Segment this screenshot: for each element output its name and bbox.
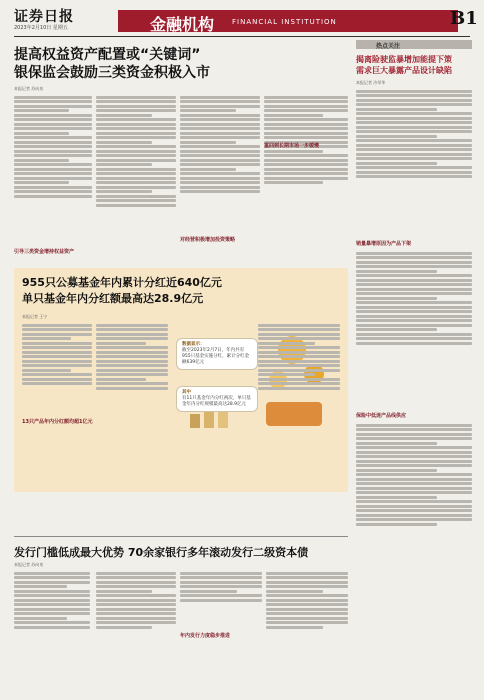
lead-subhead-3: 重回到长期市场一步缓慢 bbox=[264, 143, 320, 149]
lead-column-1 bbox=[14, 94, 92, 244]
feature-column-2 bbox=[96, 322, 168, 482]
sidebar-tag-label: 热点关注 bbox=[376, 43, 401, 50]
bottom-column-4 bbox=[266, 570, 348, 694]
data-callout-1 bbox=[176, 338, 258, 370]
section-title-english: FINANCIAL INSTITUTION bbox=[232, 18, 337, 26]
lead-headline-line-1: 提高权益资产配置或“关键词” bbox=[14, 47, 201, 63]
feature-column-3 bbox=[258, 322, 340, 482]
sidebar-headline-line-1: 揭离险驶监暴增加能提下策 bbox=[356, 55, 452, 64]
data-callout-1-text: 截至2023年2月7日，年内共有955只基金实施分红，累计分红金额639亿元 bbox=[182, 348, 250, 365]
bottom-subhead: 年内发行力度稳步推进 bbox=[180, 633, 231, 639]
page-number: B1 bbox=[450, 8, 478, 29]
bottom-column-3 bbox=[180, 570, 262, 630]
masthead bbox=[0, 0, 484, 38]
lead-subhead-1: 引导三类资金增持权益资产 bbox=[14, 249, 75, 255]
feature-box bbox=[14, 268, 348, 492]
sidebar-headline-line-2: 需求巨大暴露产品设计缺陷 bbox=[356, 66, 452, 75]
lead-column-4 bbox=[264, 94, 348, 262]
section-divider bbox=[14, 536, 348, 537]
newspaper-logo: 证券日报 bbox=[14, 9, 74, 25]
lead-column-2 bbox=[96, 94, 176, 262]
bottom-column-1 bbox=[14, 570, 90, 694]
lead-byline: 本报记者 苏向泉 bbox=[14, 86, 44, 91]
bottom-column-2 bbox=[96, 570, 176, 694]
feature-byline: 本报记者 王宁 bbox=[22, 314, 48, 319]
feature-column-1 bbox=[22, 322, 92, 482]
sidebar-subhead-2: 保险中低迷产品线供应 bbox=[356, 413, 407, 419]
sidebar-headline bbox=[356, 54, 472, 76]
masthead-rule bbox=[14, 36, 470, 37]
sidebar-tag bbox=[356, 40, 472, 49]
data-callout-2-label: 其中 bbox=[182, 390, 191, 395]
sidebar-text-2 bbox=[356, 250, 472, 410]
bottom-headline: 发行门槛低成最大优势 70余家银行多年滚动发行二级资本债 bbox=[14, 546, 309, 559]
sidebar-byline: 本报记者 冷翠华 bbox=[356, 80, 386, 85]
bottom-byline: 本报记者 苏向泉 bbox=[14, 562, 44, 567]
issue-date: 2023年2月10日 星期五 bbox=[14, 25, 68, 31]
lead-headline-line-2: 银保监会鼓励三类资金积极入市 bbox=[14, 65, 210, 81]
bar-icon bbox=[190, 414, 200, 428]
sidebar bbox=[356, 40, 472, 610]
feature-subhead: 13只产品年内分红额均超1亿元 bbox=[22, 419, 93, 425]
lead-headline bbox=[14, 46, 344, 82]
sidebar-subhead-1: 销量暴增原因为产品下架 bbox=[356, 241, 412, 247]
data-callout-1-label: 数据显示： bbox=[182, 342, 205, 347]
sidebar-text-3 bbox=[356, 422, 472, 610]
section-title: 金融机构 bbox=[150, 15, 215, 34]
feature-headline-line-1: 955只公募基金年内累计分红近640亿元 bbox=[22, 276, 222, 289]
feature-headline-line-2: 单只基金年内分红额最高达28.9亿元 bbox=[22, 292, 204, 305]
data-callout-2-text: 有11只基金年内分红两次，单只基金年内分红规模最高达28.9亿元 bbox=[182, 396, 251, 407]
sidebar-text-1 bbox=[356, 88, 472, 238]
lead-subhead-2: 对经营积极增加投资策略 bbox=[180, 237, 236, 243]
data-callout-2 bbox=[176, 386, 258, 412]
